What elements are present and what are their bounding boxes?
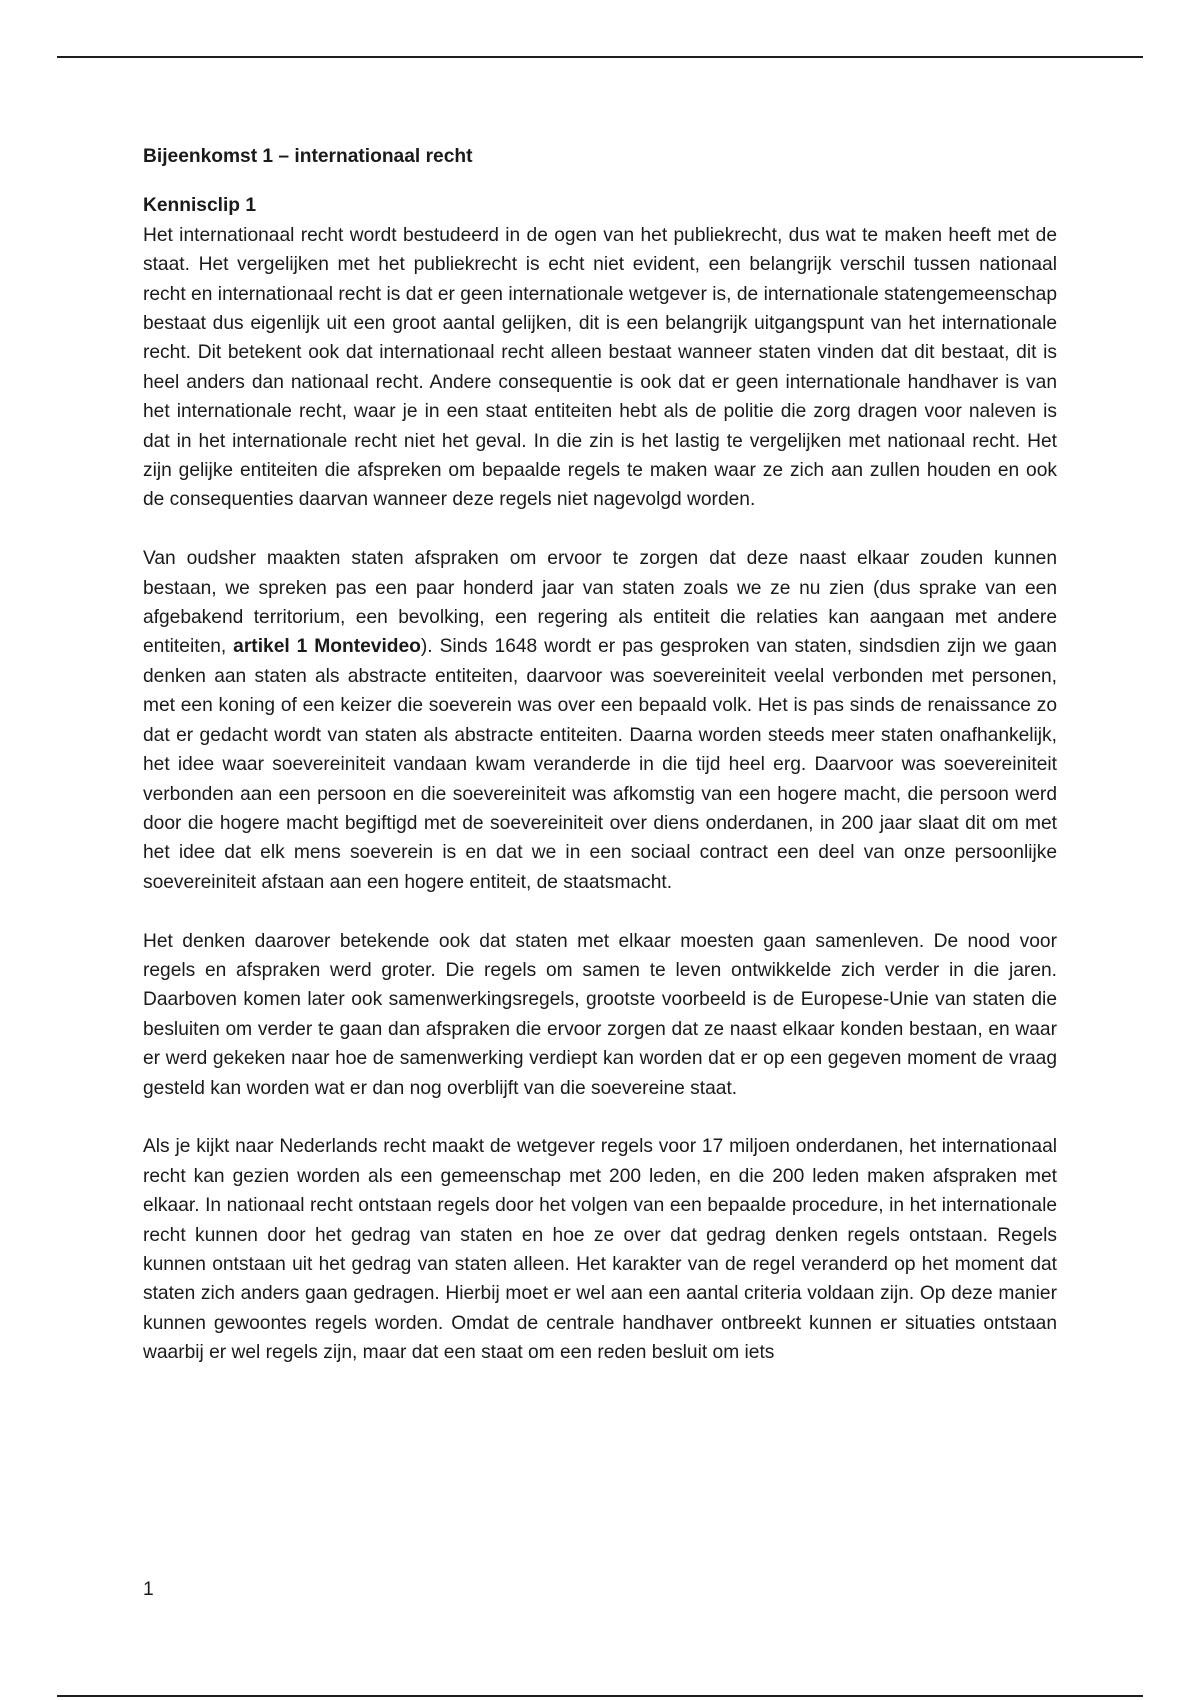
document-body [143, 142, 1057, 1368]
section-heading: Kennisclip 1 [143, 195, 257, 217]
paragraph: Het internationaal recht wordt bestudeerd in de ogen van het publiekrecht, dus wat te maken heeft met de staat. Het vergelijken met het publiekrecht is echt niet evident, een belangrijk verschil tussen nationaal recht en internationaal recht is dat er geen internationale wetgever is, de internationale statengemeenschap bestaat dus eigenlijk uit een groot aantal gelijken, dit is een belangrijk uitgangspunt van het internationale recht. Dit betekent ook dat internationaal recht alleen bestaat wanneer staten vinden dat dit bestaat, dit is heel anders dan nationaal recht. Andere consequentie is ook dat er geen internationale handhaver is van het internationale recht, waar je in een staat entiteiten hebt als de politie die zorg dragen voor naleven is dat in het internationale recht niet het geval. In die zin is het lastig te vergelijken met nationaal recht. Het zijn gelijke entiteiten die afspreken om bepaalde regels te maken waar ze zich aan zullen houden en ook de consequenties daarvan wanneer deze regels niet nagevolgd worden. [143, 224, 1057, 511]
paragraph: Als je kijkt naar Nederlands recht maakt de wetgever regels voor 17 miljoen onderdanen, het internationaal recht kan gezien worden als een gemeenschap met 200 leden, en die 200 leden maken afspraken met elkaar. In nationaal recht ontstaan regels door het volgen van een bepaalde procedure, in het internationale recht kunnen door het gedrag van staten en hoe ze over dat gedrag denken regels ontstaan. Regels kunnen ontstaan uit het gedrag van staten alleen. Het karakter van de regel veranderd op het moment dat staten zich anders gaan gedragen. Hierbij moet er wel aan een aantal criteria voldaan zijn. Op deze manier kunnen gewoontes regels worden. Omdat de centrale handhaver ontbreekt kunnen er situaties ontstaan waarbij er wel regels zijn, maar dat een staat om een reden besluit om iets [143, 1136, 1057, 1364]
paragraph-text: Van oudsher maakten staten afspraken om ervoor te zorgen dat deze naast elkaar zouden kunnen bestaan, we spreken pas een paar honderd jaar van staten zoals we ze nu zien (dus sprake van een afgebakend territorium, een bevolking, een regering als entiteit die relaties kan aangaan met andere entiteiten, [143, 548, 1057, 658]
header-rule [57, 56, 1143, 58]
document-title: Bijeenkomst 1 – internationaal recht [143, 146, 473, 167]
footer-rule [57, 1695, 1143, 1697]
paragraph: Het denken daarover betekende ook dat staten met elkaar moesten gaan samenleven. De nood voor regels en afspraken werd groter. Die regels om samen te leven ontwikkelde zich verder in die jaren. Daarboven komen later ook samenwerkingsregels, grootste voorbeeld is de Europese-Unie van staten die besluiten om verder te gaan dan afspraken die ervoor zorgen dat ze naast elkaar konden bestaan, en waar er werd gekeken naar hoe de samenwerking verdiept kan worden dat er op een gegeven moment de vraag gesteld kan worden wat er dan nog overblijft van die soevereine staat. [143, 930, 1057, 1099]
paragraph [143, 544, 1057, 897]
bold-reference: artikel 1 Montevideo [233, 636, 421, 658]
paragraph-text: ). Sinds 1648 wordt er pas gesproken van staten, sindsdien zijn we gaan denken aan staten als abstracte entiteiten, daarvoor was soevereiniteit veelal verbonden met personen, met een koning of een keizer die soeverein was over een bepaald volk. Het is pas sinds de renaissance zo dat er gedacht wordt van staten als abstracte entiteiten. Daarna worden steeds meer staten onafhankelijk, het idee waar soevereiniteit vandaan kwam veranderde in die tijd heel erg. Daarvoor was soevereiniteit verbonden aan een persoon en die soevereiniteit was afkomstig van een hogere macht, die persoon werd door die hogere macht begiftigd met de soevereiniteit over diens onderdanen, in 200 jaar slaat dit om met het idee dat elk mens soeverein is en dat we in een sociaal contract een deel van onze persoonlijke soevereiniteit afstaan aan een hogere entiteit, de staatsmacht. [143, 636, 1057, 893]
page-number: 1 [143, 1579, 154, 1600]
